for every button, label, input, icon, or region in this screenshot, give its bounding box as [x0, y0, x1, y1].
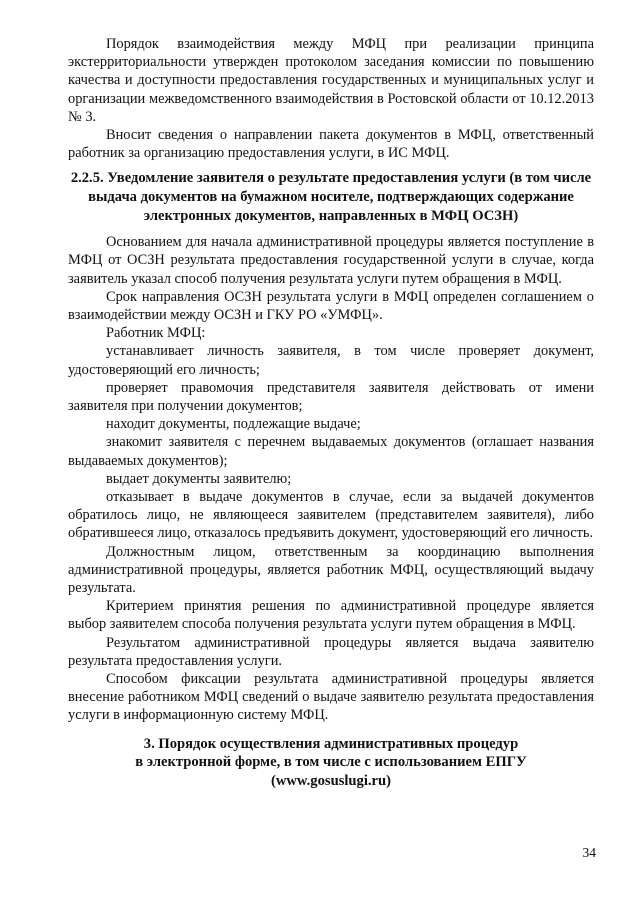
paragraph-worker: Работник МФЦ: — [106, 325, 206, 342]
section-heading-3 — [68, 735, 594, 791]
section-heading-3-line3: (www.gosuslugi.ru) — [270, 772, 391, 789]
section-heading-2-2-5: 2.2.5. Уведомление заявителя о результате предоставления услуги (в том числе выдача документов на бумажном носителе, подтверждающих содержание электронных документов, направленных в МФЦ ОСЗН) — [70, 170, 592, 224]
section-heading-3-line1: 3. Порядок осуществления административных процедур — [143, 735, 519, 752]
list-item-acquaint: знакомит заявителя с перечнем выдаваемых документов (оглашает названия выдаваемых документов); — [68, 434, 594, 469]
page-number: 34 — [582, 845, 596, 860]
document-page — [68, 35, 594, 790]
paragraph-result: Результатом административной процедуры является выдача заявителю результата предоставления услуги. — [68, 634, 594, 669]
paragraph-fixation: Способом фиксации результата административной процедуры является внесение работником МФЦ сведений о выдаче заявителю результата предоставления услуги в информационную систему МФЦ. — [68, 671, 594, 724]
paragraph-exterritoriality: Порядок взаимодействия между МФЦ при реализации принципа экстерриториальности утвержден протоколом заседания комиссии по повышению качества и доступности предоставления государственных и муниципальных услуг и организации межведомственного взаимодействия в Ростовской области от 10.12.2013 № 3. — [68, 36, 594, 125]
list-item-authority: проверяет правомочия представителя заявителя действовать от имени заявителя при получении документов; — [68, 379, 594, 415]
list-item-find-docs: находит документы, подлежащие выдаче; — [106, 416, 361, 433]
paragraph-criterion: Критерием принятия решения по административной процедуре является выбор заявителем способа получения результата услуги путем обращения в МФЦ. — [68, 598, 594, 633]
list-item-identity: устанавливает личность заявителя, в том числе проверяет документ, удостоверяющий его личность; — [68, 343, 594, 378]
list-item-refuse: отказывает в выдаче документов в случае, если за выдачей документов обратилось лицо, не являющееся заявителем (представителем заявителя), либо обратившееся лицо, отказалось предъявить документ, удостоверяющий его личность. — [68, 489, 594, 542]
section-heading-3-line2: в электронной форме, в том числе с использованием ЕПГУ — [135, 754, 527, 771]
list-item-issue: выдает документы заявителю; — [106, 470, 292, 487]
paragraph-basis: Основанием для начала административной процедуры является поступление в МФЦ от ОСЗН результата предоставления государственной услуги в случае, когда заявитель указал способ получения результата услуги путем обращения в МФЦ. — [68, 234, 594, 287]
paragraph-package-info: Вносит сведения о направлении пакета документов в МФЦ, ответственный работник за организацию предоставления услуги, в ИС МФЦ. — [68, 127, 594, 162]
paragraph-term: Срок направления ОСЗН результата услуги в МФЦ определен соглашением о взаимодействии между ОСЗН и ГКУ РО «УМФЦ». — [68, 288, 594, 324]
paragraph-responsible: Должностным лицом, ответственным за координацию выполнения административной процедуры, является работник МФЦ, осуществляющий выдачу результата. — [68, 543, 594, 597]
